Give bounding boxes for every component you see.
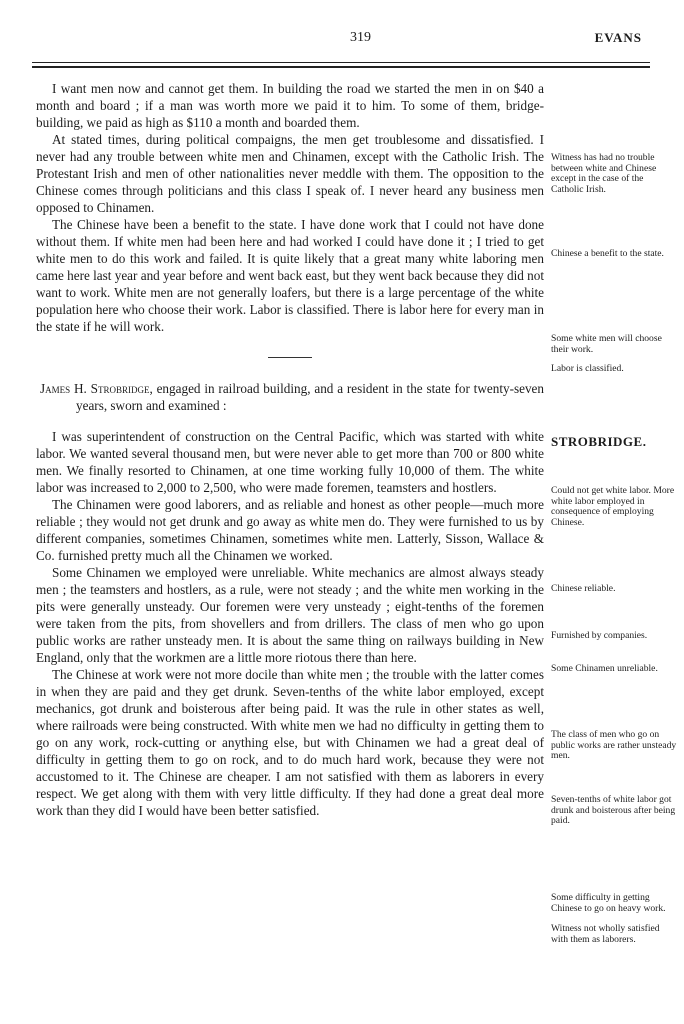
margin-note: Could not get white labor. More white labor employed in consequence of employing Chinese. <box>551 485 675 528</box>
margin-note: Labor is classified. <box>551 363 624 374</box>
paragraph: I was superintendent of construction on the Central Pacific, which was started with white labor. We wanted several thousand men, but were never able to get more than 700 or 800 white men. We finally resorted to Chinamen, at one time working fully 10,000 of them. The white labor was increased to 2,000 to 2,500, who were made foremen, teamsters and hostlers. <box>36 429 544 495</box>
paragraph: Some Chinamen we employed were unreliable. White mechanics are almost always steady men ; the teamsters and hostlers, as a rule, were not steady ; and the white men working in the pits were generally unsteady. Our foremen were very unsteady ; eight-tenths of the foremen were taken from the pits, from shovellers and from drillers. The class of men who go upon public works are rather unsteady men. It is about the same thing on railways building in New England, only that the workmen are a little more riotous there than here. <box>36 565 544 665</box>
running-head: EVANS <box>594 30 642 45</box>
header-rule-thick <box>32 66 650 68</box>
margin-note: The class of men who go on public works are rather unsteady men. <box>551 729 677 761</box>
witness-name: James H. Strobridge <box>40 381 150 396</box>
section-divider <box>268 357 312 358</box>
paragraph: At stated times, during political compaigns, the men get troublesome and dissatisfied. I never had any trouble between white men and Chinamen, except with the Catholic Irish. The Protestant Irish and men of other nationalities never meddle with them. The opposition to the Chinese comes through politicians and this class I speak of. I never heard any business men opposed to Chinamen. <box>36 132 544 215</box>
witness-intro <box>40 380 544 414</box>
margin-note: Witness not wholly satisfied with them as laborers. <box>551 923 660 945</box>
margin-note: Furnished by companies. <box>551 630 648 641</box>
margin-note: Some white men will choose their work. <box>551 333 662 355</box>
margin-note: Witness has had no trouble between white and Chinese except in the case of the Catholic Irish. <box>551 152 657 195</box>
paragraph: The Chinese have been a benefit to the state. I have done work that I could not have done without them. If white men had been here and had worked I could have done it ; I tried to get white men to do this work and failed. It is quite likely that a great many white laboring men came here last year and year before and went back east, but they went back because they did not want to work. White men are not generally loafers, but there is a large percentage of the white population here who choose their work. Labor is classified. There is labor here for every man in the state if he will work. <box>36 217 544 334</box>
page-number: 319 <box>350 30 371 45</box>
margin-note: Some Chinamen unreliable. <box>551 663 658 674</box>
margin-note: Seven-tenths of white labor got drunk and boisterous after being paid. <box>551 794 676 826</box>
paragraph: The Chinamen were good laborers, and as reliable and honest as other people—much more reliable ; they would not get drunk and go away as white men do. They were furnished to us by different companies, sometimes Chinamen, sometimes white men. Latterly, Sisson, Wallace & Co. furnished pretty much all the Chinamen we worked. <box>36 497 544 563</box>
paragraph: The Chinese at work were not more docile than white men ; the trouble with the latter comes in when they are paid and they get drunk. Seven-tenths of the white labor employed, except mechanics, got drunk and boisterous after being paid. It was the rule in other states as well, where railroads were being constructed. With white men we had no difficulty in getting them to go on any work, rock-cutting or anything else, but with Chinamen we had a great deal of difficulty in getting them to go on rock, and to do much hard work, because they were not accustomed to it. The Chinese are cheaper. I am not satisfied with them as laborers in every respect. We get along with them with very little difficulty. If they had done a great deal more work than they did I would have been better satisfied. <box>36 667 544 818</box>
paragraph: I want men now and cannot get them. In building the road we started the men in on $40 a month and board ; if a man was worth more we paid it to him. To some of them, bridge-building, we paid as high as $110 a month and boarded them. <box>36 81 544 130</box>
margin-note: Chinese a benefit to the state. <box>551 248 664 259</box>
header-rule-thin <box>32 62 650 63</box>
testimony-body <box>36 80 544 819</box>
page-header <box>30 30 654 48</box>
margin-note: Some difficulty in getting Chinese to go on heavy work. <box>551 892 666 914</box>
margin-note: Chinese reliable. <box>551 583 616 594</box>
margin-heading-strobridge: STROBRIDGE. <box>551 434 647 449</box>
witness-intro-text: , engaged in railroad building, and a resident in the state for twenty-seven years, sworn and examined : <box>76 381 544 413</box>
